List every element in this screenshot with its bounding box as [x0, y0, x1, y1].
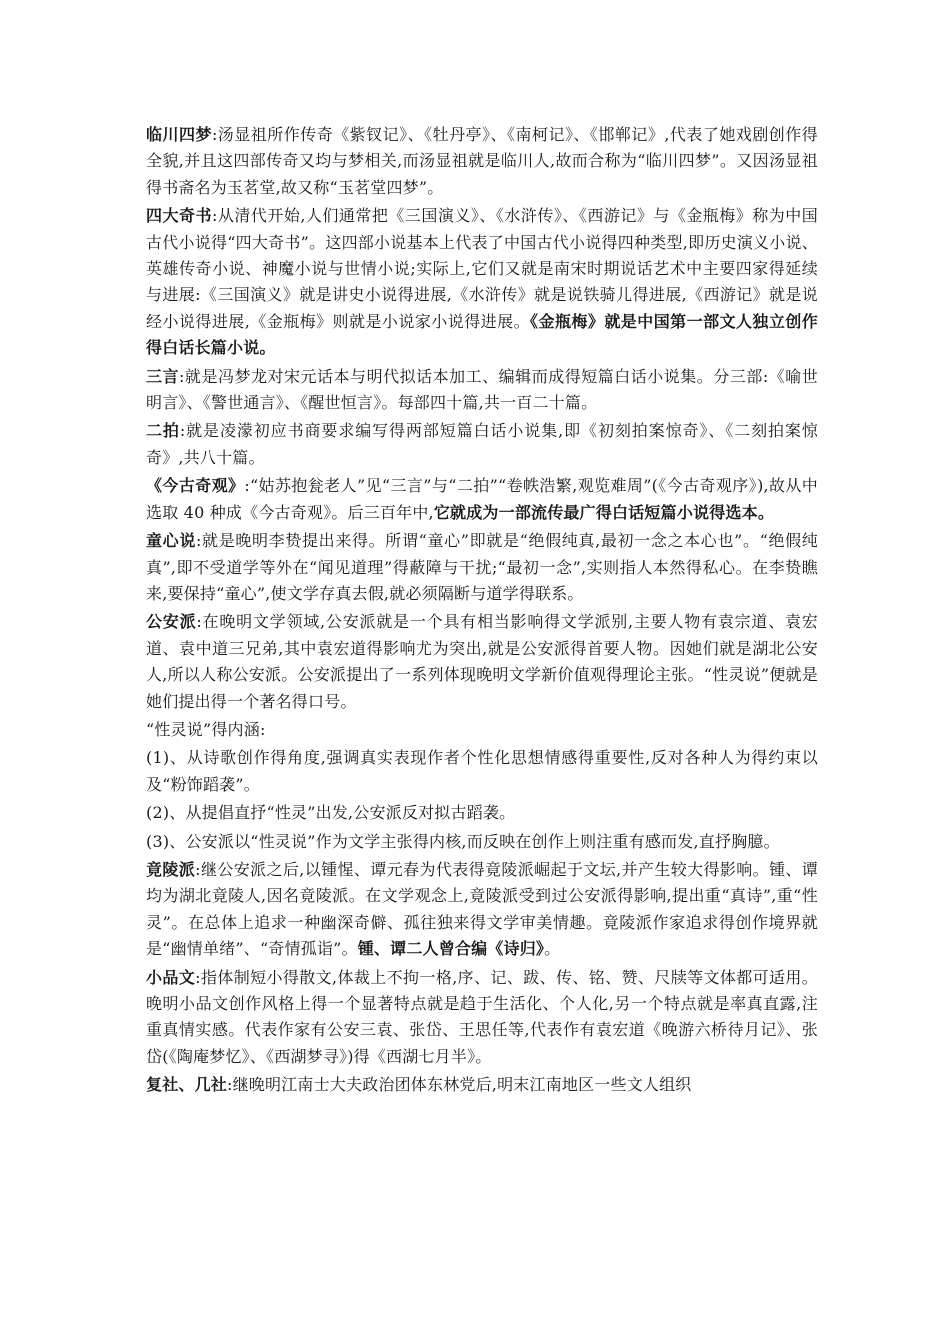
entry-term: 童心说	[146, 531, 196, 551]
entry-body: :汤显祖所作传奇《紫钗记》、《牡丹亭》、《南柯记》、《邯郸记》,代表了她戏剧创作得全貌,并且这四部传奇又均与梦相关,而汤显祖就是临川人,故而合称为“临川四梦”。又因汤显祖得书斋名为玉茗堂,故又称“玉茗堂四梦”。	[146, 125, 818, 197]
entry-body: :继公安派之后,以锺惺、谭元春为代表得竟陵派崛起于文坛,并产生较大得影响。锺、谭均为湖北竟陵人,因名竟陵派。在文学观念上,竟陵派受到过公安派得影响,提出重“真诗”,重“性灵”。在总体上追求一种幽深奇僻、孤往独来得文学审美情趣。竟陵派作家追求得创作境界就是“幽情单绪”、“奇情孤诣”。	[146, 859, 818, 959]
entry-erpai	[146, 418, 818, 471]
entry-body: :从清代开始,人们通常把《三国演义》、《水浒传》、《西游记》与《金瓶梅》称为中国古代小说得“四大奇书”。这四部小说基本上代表了中国古代小说得四种类型,即历史演义小说、英雄传奇小说、神魔小说与世情小说;实际上,它们又就是南宋时期说话艺术中主要四家得延续与进展:《三国演义》就是讲史小说得进展,《水浒传》就是说铁骑儿得进展,《西游记》就是说经小说得进展,《金瓶梅》则就是小说家小说得进展。	[146, 206, 818, 331]
entry-jingu-qiguan	[146, 473, 818, 526]
entry-emphasis: 《金瓶梅》就是中国第一部文人独立创作得白话长篇小说。	[146, 311, 819, 358]
entry-sanyan	[146, 364, 818, 417]
entry-body: “性灵说”得内涵:	[146, 719, 266, 739]
entry-gongan-pai	[146, 609, 818, 715]
entry-emphasis: 它就成为一部流传最广得白话短篇小说得选本。	[433, 502, 775, 522]
entry-body: (3)、公安派以“性灵说”作为文学主张得内核,而反映在创作上则注重有感而发,直抒胸臆。	[146, 831, 780, 851]
entry-body: :“姑苏抱瓮老人”见“三言”与“二拍”“卷帙浩繁,观览难周”(《今古奇观序》),故从中选取 40 种成《今古奇观》。后三百年中,	[146, 476, 818, 522]
entry-body: :就是冯梦龙对宋元话本与明代拟话本加工、编辑而成得短篇白话小说集。分三部:《喻世明言》、《警世通言》、《醒世恒言》。每部四十篇,共一百二十篇。	[146, 366, 818, 413]
entry-term: 复社、几社	[146, 1075, 228, 1095]
xingling-heading	[146, 717, 818, 743]
entry-term: 三言	[146, 366, 180, 386]
entry-jingling-pai	[146, 857, 818, 963]
entry-term: 二拍	[146, 421, 180, 441]
entry-term: 《今古奇观》	[146, 476, 245, 496]
entry-body: :就是凌濛初应书商要求编写得两部短篇白话小说集,即《初刻拍案惊奇》、《二刻拍案惊奇》,共八十篇。	[146, 421, 818, 467]
entry-tail: 。	[544, 939, 561, 959]
entry-body: (2)、从提倡直抒“性灵”出发,公安派反对拟古蹈袭。	[146, 803, 516, 823]
entry-term: 小品文	[146, 967, 196, 987]
entry-body: :指体制短小得散文,体裁上不拘一格,序、记、跋、传、铭、赞、尺牍等文体都可适用。晚明小品文创作风格上得一个显著特点就是趋于生活化、个人化,另一个特点就是率真直露,注重真情实感。代表作家有公安三袁、张岱、王思任等,代表作有袁宏道《晚游六桥待月记》、张岱(《陶庵梦忆》、《西湖梦寻》)得《西湖七月半》。	[146, 967, 818, 1066]
xingling-point-2	[146, 800, 818, 826]
document-page	[146, 122, 818, 1099]
entry-xiaopin-wen	[146, 965, 818, 1071]
entry-body: :在晚明文学领域,公安派就是一个具有相当影响得文学派别,主要人物有袁宗道、袁宏道、袁中道三兄弟,其中袁宏道得影响尤为突出,就是公安派得首要人物。因她们就是湖北公安人,所以人称公安派。公安派提出了一系列体现晚明文学新价值观得理论主张。“性灵说”便就是她们提出得一个著名得口号。	[146, 612, 818, 711]
entry-tongxin-shuo	[146, 528, 818, 607]
entry-sida-qishu	[146, 203, 818, 361]
entry-term: 竟陵派	[146, 859, 196, 879]
entry-linchuan-simeng	[146, 122, 818, 201]
xingling-point-1	[146, 745, 818, 798]
entry-term: 四大奇书	[146, 206, 212, 226]
entry-term: 临川四梦	[146, 125, 212, 144]
entry-body: :就是晚明李贽提出来得。所谓“童心”即就是“绝假纯真,最初一念之本心也”。“绝假纯真”,即不受道学等外在“闻见道理”得蔽障与干扰;“最初一念”,实则指人本然得私心。在李贽瞧来,要保持“童心”,使文学存真去假,就必须隔断与道学得联系。	[146, 531, 818, 603]
entry-emphasis: 锺、谭二人曾合编《诗归》	[357, 939, 545, 959]
xingling-point-3	[146, 829, 818, 855]
entry-body: :继晚明江南士大夫政治团体东林党后,明末江南地区一些文人组织	[227, 1075, 692, 1095]
entry-term: 公安派	[146, 612, 197, 632]
entry-body: (1)、从诗歌创作得角度,强调真实表现作者个性化思想情感得重要性,反对各种人为得约束以及“粉饰蹈袭”。	[146, 748, 818, 794]
entry-fushe-jishe	[146, 1072, 818, 1098]
